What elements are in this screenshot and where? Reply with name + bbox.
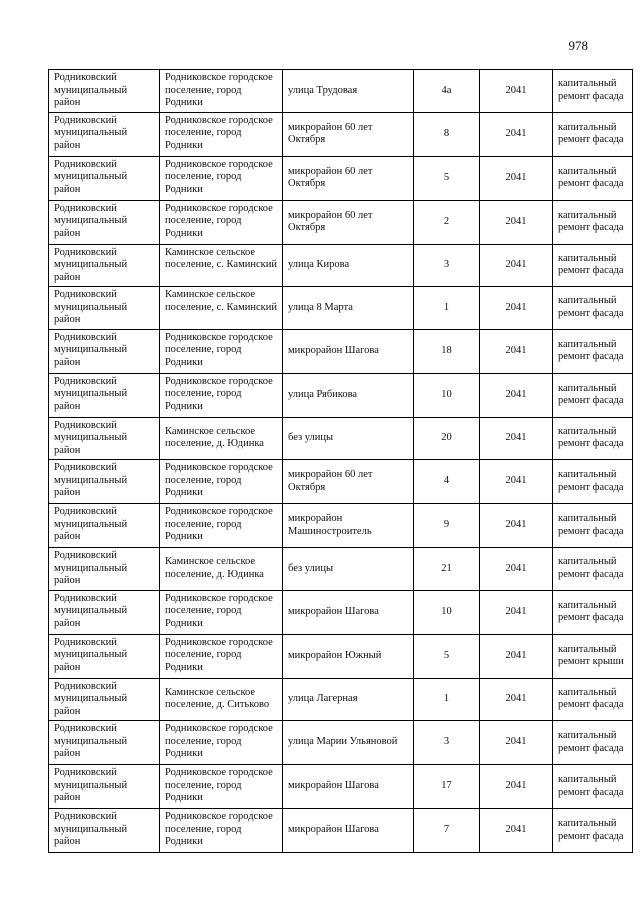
district-cell: Родниковский муниципальный район xyxy=(49,548,160,591)
year-cell: 2041 xyxy=(480,244,553,287)
year-cell: 2041 xyxy=(480,548,553,591)
year-cell: 2041 xyxy=(480,634,553,678)
street-cell: микрорайон 60 лет Октября xyxy=(283,156,414,200)
street-cell: без улицы xyxy=(283,417,414,460)
settlement-cell: Родниковское городское поселение, город Родники xyxy=(160,200,283,244)
work-type-cell: капитальный ремонт фасада xyxy=(553,156,633,200)
street-cell: микрорайон Машиностроитель xyxy=(283,504,414,548)
district-cell: Родниковский муниципальный район xyxy=(49,504,160,548)
district-cell: Родниковский муниципальный район xyxy=(49,200,160,244)
table-row xyxy=(49,112,633,156)
house-number-cell: 1 xyxy=(414,678,480,721)
work-type-cell: капитальный ремонт фасада xyxy=(553,460,633,504)
year-cell: 2041 xyxy=(480,504,553,548)
district-cell: Родниковский муниципальный район xyxy=(49,590,160,634)
year-cell: 2041 xyxy=(480,112,553,156)
district-cell: Родниковский муниципальный район xyxy=(49,721,160,765)
street-cell: микрорайон 60 лет Октября xyxy=(283,460,414,504)
year-cell: 2041 xyxy=(480,200,553,244)
house-number-cell: 17 xyxy=(414,765,480,809)
district-cell: Родниковский муниципальный район xyxy=(49,634,160,678)
year-cell: 2041 xyxy=(480,721,553,765)
settlement-cell: Каминское сельское поселение, д. Юдинка xyxy=(160,548,283,591)
table-row xyxy=(49,70,633,113)
year-cell: 2041 xyxy=(480,156,553,200)
street-cell: улица Рябикова xyxy=(283,373,414,417)
street-cell: микрорайон Шагова xyxy=(283,765,414,809)
district-cell: Родниковский муниципальный район xyxy=(49,329,160,373)
street-cell: микрорайон 60 лет Октября xyxy=(283,200,414,244)
street-cell: микрорайон Южный xyxy=(283,634,414,678)
settlement-cell: Родниковское городское поселение, город Родники xyxy=(160,70,283,113)
work-type-cell: капитальный ремонт фасада xyxy=(553,678,633,721)
settlement-cell: Родниковское городское поселение, город Родники xyxy=(160,156,283,200)
house-number-cell: 3 xyxy=(414,244,480,287)
district-cell: Родниковский муниципальный район xyxy=(49,373,160,417)
district-cell: Родниковский муниципальный район xyxy=(49,678,160,721)
district-cell: Родниковский муниципальный район xyxy=(49,417,160,460)
district-cell: Родниковский муниципальный район xyxy=(49,809,160,853)
settlement-cell: Родниковское городское поселение, город Родники xyxy=(160,809,283,853)
work-type-cell: капитальный ремонт фасада xyxy=(553,373,633,417)
table-row xyxy=(49,200,633,244)
settlement-cell: Родниковское городское поселение, город Родники xyxy=(160,721,283,765)
district-cell: Родниковский муниципальный район xyxy=(49,765,160,809)
page-number: 978 xyxy=(568,38,588,53)
house-number-cell: 5 xyxy=(414,634,480,678)
table-row xyxy=(49,287,633,330)
year-cell: 2041 xyxy=(480,417,553,460)
work-type-cell: капитальный ремонт фасада xyxy=(553,548,633,591)
house-number-cell: 8 xyxy=(414,112,480,156)
work-type-cell: капитальный ремонт фасада xyxy=(553,504,633,548)
year-cell: 2041 xyxy=(480,765,553,809)
housing-repair-table xyxy=(48,69,633,853)
work-type-cell: капитальный ремонт фасада xyxy=(553,244,633,287)
work-type-cell: капитальный ремонт крыши xyxy=(553,634,633,678)
table-row xyxy=(49,590,633,634)
settlement-cell: Родниковское городское поселение, город Родники xyxy=(160,460,283,504)
table-row xyxy=(49,244,633,287)
year-cell: 2041 xyxy=(480,373,553,417)
street-cell: микрорайон Шагова xyxy=(283,329,414,373)
table-row xyxy=(49,809,633,853)
table-row xyxy=(49,721,633,765)
district-cell: Родниковский муниципальный район xyxy=(49,70,160,113)
house-number-cell: 10 xyxy=(414,373,480,417)
work-type-cell: капитальный ремонт фасада xyxy=(553,329,633,373)
table-row xyxy=(49,417,633,460)
house-number-cell: 4а xyxy=(414,70,480,113)
district-cell: Родниковский муниципальный район xyxy=(49,112,160,156)
work-type-cell: капитальный ремонт фасада xyxy=(553,287,633,330)
settlement-cell: Каминское сельское поселение, с. Каминский xyxy=(160,287,283,330)
table-row xyxy=(49,156,633,200)
table-row xyxy=(49,373,633,417)
work-type-cell: капитальный ремонт фасада xyxy=(553,721,633,765)
table-row xyxy=(49,329,633,373)
year-cell: 2041 xyxy=(480,329,553,373)
work-type-cell: капитальный ремонт фасада xyxy=(553,70,633,113)
house-number-cell: 7 xyxy=(414,809,480,853)
year-cell: 2041 xyxy=(480,809,553,853)
work-type-cell: капитальный ремонт фасада xyxy=(553,417,633,460)
table-row xyxy=(49,548,633,591)
work-type-cell: капитальный ремонт фасада xyxy=(553,200,633,244)
work-type-cell: капитальный ремонт фасада xyxy=(553,590,633,634)
house-number-cell: 2 xyxy=(414,200,480,244)
district-cell: Родниковский муниципальный район xyxy=(49,156,160,200)
settlement-cell: Родниковское городское поселение, город Родники xyxy=(160,329,283,373)
district-cell: Родниковский муниципальный район xyxy=(49,460,160,504)
street-cell: улица Марии Ульяновой xyxy=(283,721,414,765)
table-row xyxy=(49,504,633,548)
work-type-cell: капитальный ремонт фасада xyxy=(553,765,633,809)
district-cell: Родниковский муниципальный район xyxy=(49,244,160,287)
street-cell: улица Кирова xyxy=(283,244,414,287)
year-cell: 2041 xyxy=(480,70,553,113)
settlement-cell: Каминское сельское поселение, с. Каминский xyxy=(160,244,283,287)
house-number-cell: 18 xyxy=(414,329,480,373)
settlement-cell: Родниковское городское поселение, город Родники xyxy=(160,504,283,548)
settlement-cell: Каминское сельское поселение, д. Юдинка xyxy=(160,417,283,460)
house-number-cell: 3 xyxy=(414,721,480,765)
street-cell: микрорайон Шагова xyxy=(283,590,414,634)
street-cell: микрорайон Шагова xyxy=(283,809,414,853)
table-row xyxy=(49,678,633,721)
year-cell: 2041 xyxy=(480,590,553,634)
table-row xyxy=(49,460,633,504)
settlement-cell: Каминское сельское поселение, д. Ситьково xyxy=(160,678,283,721)
settlement-cell: Родниковское городское поселение, город Родники xyxy=(160,112,283,156)
settlement-cell: Родниковское городское поселение, город Родники xyxy=(160,634,283,678)
year-cell: 2041 xyxy=(480,460,553,504)
table-body xyxy=(49,70,633,853)
work-type-cell: капитальный ремонт фасада xyxy=(553,809,633,853)
street-cell: микрорайон 60 лет Октября xyxy=(283,112,414,156)
year-cell: 2041 xyxy=(480,287,553,330)
house-number-cell: 4 xyxy=(414,460,480,504)
street-cell: улица 8 Марта xyxy=(283,287,414,330)
work-type-cell: капитальный ремонт фасада xyxy=(553,112,633,156)
settlement-cell: Родниковское городское поселение, город Родники xyxy=(160,373,283,417)
house-number-cell: 21 xyxy=(414,548,480,591)
house-number-cell: 9 xyxy=(414,504,480,548)
district-cell: Родниковский муниципальный район xyxy=(49,287,160,330)
table-row xyxy=(49,634,633,678)
street-cell: улица Трудовая xyxy=(283,70,414,113)
house-number-cell: 10 xyxy=(414,590,480,634)
street-cell: улица Лагерная xyxy=(283,678,414,721)
settlement-cell: Родниковское городское поселение, город Родники xyxy=(160,590,283,634)
year-cell: 2041 xyxy=(480,678,553,721)
street-cell: без улицы xyxy=(283,548,414,591)
house-number-cell: 1 xyxy=(414,287,480,330)
house-number-cell: 5 xyxy=(414,156,480,200)
house-number-cell: 20 xyxy=(414,417,480,460)
settlement-cell: Родниковское городское поселение, город Родники xyxy=(160,765,283,809)
table-row xyxy=(49,765,633,809)
